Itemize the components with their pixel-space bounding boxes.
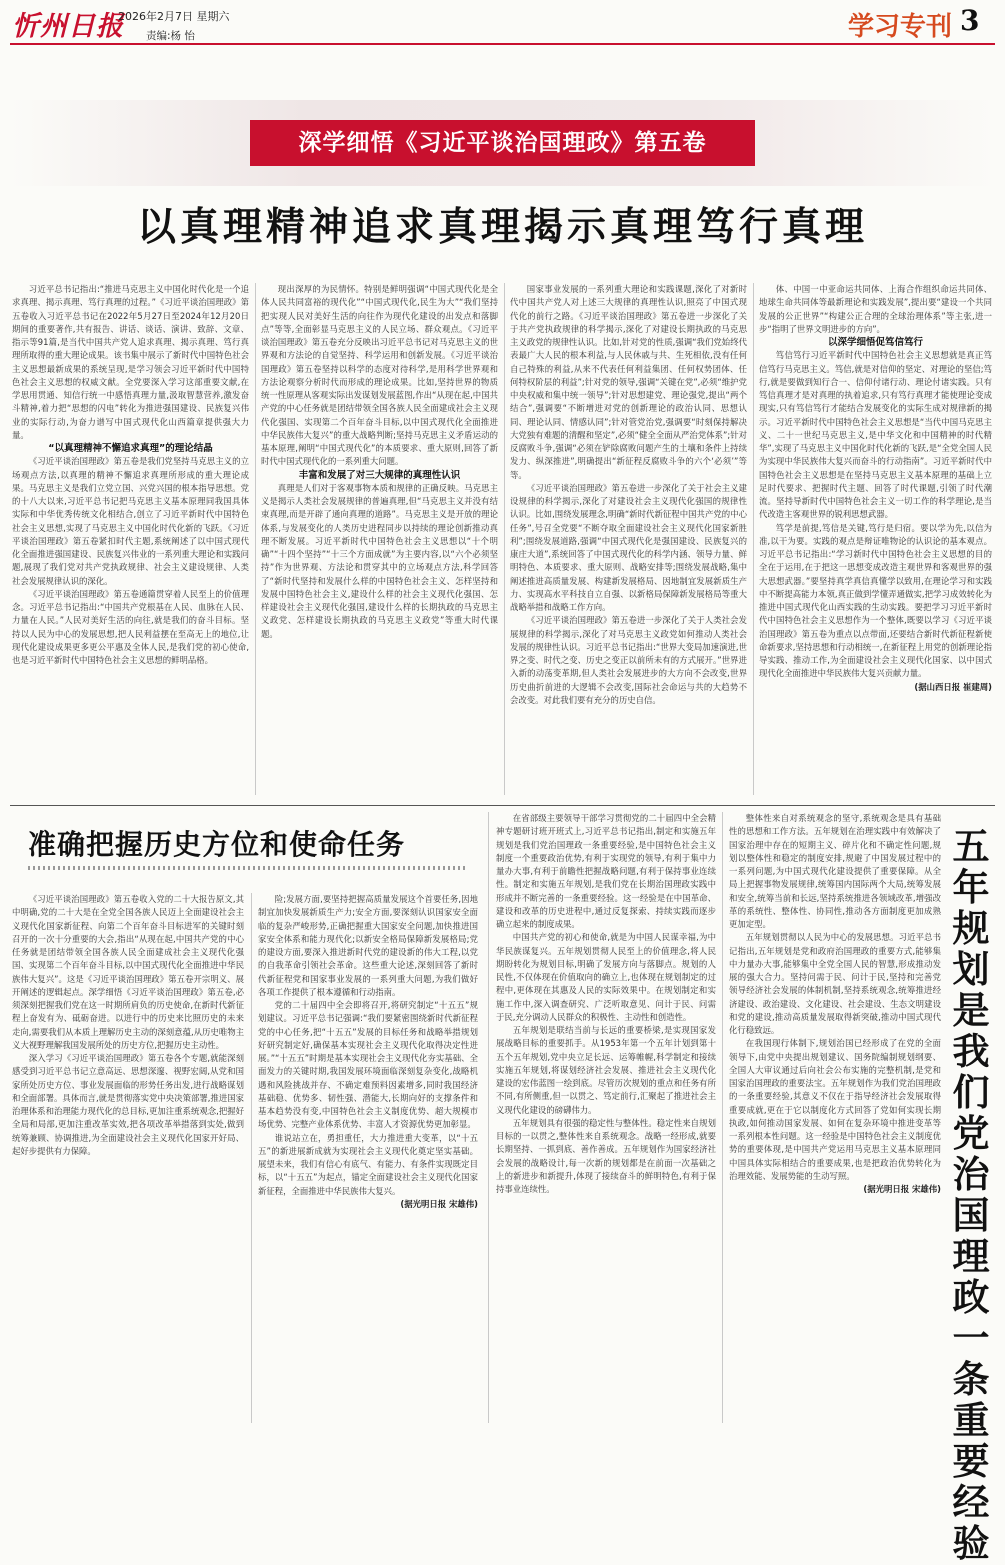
section-title: 学习专刊	[847, 12, 952, 42]
article1-headline: 以真理精神追求真理揭示真理笃行真理	[136, 204, 868, 250]
article1-paragraph: 习近平总书记指出:“推进马克思主义中国化时代化是一个追求真理、揭示真理、笃行真理的过程。”《习近平谈治国理政》第五卷收入习近平总书记在2022年5月27日至2024年12月20日期间的重要著作,共有报告、讲话、谈话、演讲、致辞、文章、指示等91篇,是当代中国共产党人追求真理、揭示真理、笃行真理所取得的重大理论成果。该书集中展示了新时代中国特色社会主义思想最新成果的系统呈现,是学习领会习近平新时代中国特色社会主义思想的权威文献。全党要深入学习这部重要文献,在学思用贯通、知信行统一中感悟真理力量,汲取智慧营养,激发奋斗精神,着力把“思想的闪电”转化为推进强国建设、民族复兴伟业的实际行动,为奋力谱写中国式现代化山西篇章提供强大力量。	[12, 284, 249, 440]
article3-paragraph: 五年规划是联结当前与长远的重要桥梁,是实现国家发展战略目标的重要抓手。从1953年第一个五年计划到第十五个五年规划,党中央立足长远、运筹帷幄,科学制定和接续实施五年规划,将谋划经济社会发展、推进社会主义现代化建设的宏伟蓝图一绘到底。尽管历次规划的重点和任务有所不同,有所侧重,但一以贯之、笃定前行,汇聚起了推进社会主义现代化建设的磅礴伟力。	[496, 1025, 716, 1115]
article3-paragraph: 整体性来自对系统观念的坚守,系统观念是具有基础性的思想和工作方法。五年规划在治理实践中有效解决了国家治理中存在的短期主义、碎片化和不确定性问题,规划以整体性和稳定的制度安排,规避了中国发展过程中的一系列问题,为中国式现代化建设提供了重要保障。从全局上把握事物发展规律,统筹国内国际两个大局,统筹发展和安全,统筹当前和长远,坚持系统推进各领域改革,增强改革的系统性、整体性、协同性,推动各方面制度更加成熟更加定型。	[729, 813, 941, 929]
article1-column-2	[261, 283, 498, 795]
article1-paragraph: 国家事业发展的一系列重大理论和实践课题,深化了对新时代中国共产党人对上述三大规律的真理性认识,照亮了中国式现代化的前行之路。《习近平谈治国理政》第五卷进一步深化了关于共产党执政规律的科学揭示,深化了对建设长期执政的马克思主义政党的规律性认识。比如,针对党的性质,强调“我们党始终代表最广大人民的根本利益,与人民休戚与共、生死相依,没有任何自己特殊的利益,从来不代表任何利益集团、任何权势团体、任何特权阶层的利益”;针对党的领导,强调“关键在党”,必须“维护党中央权威和集中统一领导”;针对思想建党、理论强党,提出“两个结合”,强调要“不断增进对党的创新理论的政治认同、思想认同、理论认同、情感认同”;针对管党治党,强调要“时刻保持解决大党独有难题的清醒和坚定”,必须“健全全面从严治党体系”;针对反腐败斗争,强调“必须在铲除腐败问题产生的土壤和条件上持续发力、纵深推进”,明确提出“新征程反腐败斗争的六个‘必须’”等等。	[510, 284, 747, 480]
article1-column-4	[759, 283, 992, 795]
article3-paragraph: 在我国现行体制下,规划治国已经形成了在党的全面领导下,由党中央提出规划建议、国务院编制规划纲要、全国人大审议通过后向社会公布实施的完整机制,是党和国家治国理政的重要法宝。五年规划作为我们党治国理政的一条重要经验,其意义不仅在于指导经济社会发展取得重要成就,更在于它以制度化方式回答了党如何实现长期执政,如何推动国家发展、如何在复杂环境中推进变革等一系列根本性问题。这一经验是中国特色社会主义制度优势的重要体现,是中国共产党运用马克思主义基本原理同中国具体实际相结合的重要成果,也是把政治优势转化为治理效能、发展势能的生动写照。	[729, 1038, 941, 1181]
section-divider	[10, 805, 995, 806]
article3-paragraph: 五年规划贯彻以人民为中心的发展思想。习近平总书记指出,五年规划是党和政府治国理政的重要方式,能够集中力量办大事,能够集中全党全国人民的智慧,形成推动发展的强大合力。坚持问需于民、问计于民,坚持和完善党领导经济社会发展的体制机制,坚持系统观念,统筹推进经济建设、政治建设、文化建设、社会建设、生态文明建设和党的建设,推动高质量发展取得新突破,推动中国式现代化行稳致远。	[729, 932, 941, 1035]
newspaper-logo: 忻州日报	[12, 11, 124, 42]
article2-paragraph: 党的二十届四中全会即将召开,将研究制定“十五五”规划建议。习近平总书记强调:“我们要紧密围绕新时代新征程党的中心任务,把“十五五”发展的目标任务和战略举措规划好研究制定好,确保基本实现社会主义现代化取得决定性进展。”“十五五”时期是基本实现社会主义现代化夯实基础、全面发力的关键时期,我国发展环境面临深刻复杂变化,战略机遇和风险挑战并存、不确定难预料因素增多,同时我国经济基础稳、优势多、韧性强、潜能大,长期向好的支撑条件和基本趋势没有变,中国特色社会主义制度优势、超大规模市场优势、完整产业体系优势、丰富人才资源优势更加彰显。	[258, 1000, 478, 1130]
issue-date: 2026年2月7日 星期六	[118, 10, 230, 23]
article1-paragraph: 《习近平谈治国理政》第五卷通篇贯穿着人民至上的价值理念。习近平总书记指出:“中国共产党根基在人民、血脉在人民、力量在人民。”人民对美好生活的向往,就是我们的奋斗目标。坚持以人民为中心的发展思想,把人民利益摆在至高无上的地位,让现代化建设成果更多更公平惠及全体人民,是我们党的初心使命,也是习近平新时代中国特色社会主义思想的鲜明品格。	[12, 588, 249, 665]
article1-signature: (据山西日报 崔建周)	[914, 681, 992, 692]
column-divider	[722, 812, 723, 1423]
column-divider	[251, 893, 252, 1423]
article1-paragraph: 笃学是前提,笃信是关键,笃行是归宿。要以学为先,以信为准,以干为要。实践的观点是辩证唯物论的认识论的基本观点。习近平总书记指出:“学习新时代中国特色社会主义思想的目的全在于运用,在于把这一思想变成改造主观世界和客观世界的强大思想武器。”要坚持真学真信真懂学以致用,在理论学习和实践中不断提高能力本领,真正做到学懂弄通做实,把学习成效转化为推进中国式现代化山西实践的生动实践。要把学习习近平新时代中国特色社会主义思想作为一个整体,既要以学习《习近平谈治国理政》第五卷为重点以点带面,还要结合新时代新征程新使命新要求,坚持思想和行动相统一,在新征程上用党的创新理论指导实践、推动工作,为全面建设社会主义现代化国家、以中国式现代化全面推进中华民族伟大复兴贡献力量。	[759, 522, 992, 679]
article3-vertical-headline: 五年规划是我们党治国理政一条重要经验	[952, 824, 990, 1565]
article1-paragraph: 《习近平谈治国理政》第五卷是我们党坚持马克思主义的立场观点方法,以真理的精神不懈追求真理所形成的重大理论成果。马克思主义是我们立党立国、兴党兴国的根本指导思想。党的十八大以来,习近平总书记把马克思主义基本原理同我国具体实际和中华优秀传统文化相结合,创立了习近平新时代中国特色社会主义思想,实现了马克思主义中国化时代化新的飞跃。《习近平谈治国理政》第五卷紧扣时代主题,系统阐述了以中国式现代化全面推进强国建设、民族复兴伟业的一系列重大理论和实践问题,展现了我们党对共产党执政规律、社会主义建设规律、人类社会发展规律认识的深化。	[12, 456, 249, 586]
article1-subheading-1: “以真理精神不懈追求真理”的理论结晶	[48, 443, 213, 454]
page-number: 3	[960, 4, 980, 37]
article1-column-3	[510, 283, 747, 795]
article1-paragraph: 笃信笃行习近平新时代中国特色社会主义思想就是真正笃信笃行马克思主义。笃信,就是对信仰的坚定、对理论的坚信;笃行,就是要做到知行合一、信仰付诸行动、理论付诸实践。只有笃信真理才是对真理的执着追求,只有笃行真理才能使理论变成现实,只有笃信笃行才能结合发展变化的实际生成对规律新的揭示。习近平新时代中国特色社会主义思想是“当代中国马克思主义、二十一世纪马克思主义,是中华文化和中国精神的时代精华”,实现了马克思主义中国化时代化新的飞跃,是“全党全国人民为实现中华民族伟大复兴而奋斗的行动指南”。习近平新时代中国特色社会主义思想是在坚持马克思主义基本原理的基础上立足时代要求、把握时代主题、回答了时代课题,引领了时代潮流。坚持导新时代中国特色社会主义一切工作的科学理论,是当代改造主客观世界的锐利思想武器。	[759, 350, 992, 520]
article2-column-1	[12, 893, 244, 1423]
article1-subheading-2: 丰富和发展了对三大规律的真理性认识	[298, 469, 461, 481]
article3-signature: (据光明日报 宋雄伟)	[863, 1184, 941, 1194]
article1-column-1	[12, 283, 249, 795]
column-divider	[488, 812, 489, 1423]
headline-decoration	[28, 866, 468, 870]
article2-paragraph: 《习近平谈治国理政》第五卷收入党的二十大报告原文,其中明确,党的二十大是在全党全国各族人民迈上全面建设社会主义现代化国家新征程、向第二个百年奋斗目标进军的关键时刻召开的一次十分重要的大会,指出“从现在起,中国共产党的中心任务就是团结带领全国各族人民全面建成社会主义现代化强国、实现第二个百年奋斗目标,以中国式现代化全面推进中华民族伟大复兴”。这是《习近平谈治国理政》第五卷开宗明义、展开阐述的逻辑起点。深学细悟《习近平谈治国理政》第五卷,必须深刻把握我们党在这一时期所肩负的历史使命,在新时代新征程上奋发有为、砥砺奋进。以进行中的历史来比照历史的未来走向,需要我们从本质上理解历史主动的深刻意蕴,从历史唯物主义大视野理解我国发展所处的历史方位,把握历史主动性。	[12, 894, 244, 1050]
article2-column-2	[258, 893, 478, 1423]
article2-paragraph: 险;发展方面,要坚持把握高质量发展这个首要任务,因地制宜加快发展新质生产力;安全方面,要深刻认识国家安全面临的复杂严峻形势,正确把握重大国家安全问题,加快推进国家安全体系和能力现代化;以新安全格局保障新发展格局;党的建设方面,要深入推进新时代党的建设新的伟大工程,以党的自我革命引领社会革命。这些重大论述,深刻回答了新时代新征程党和国家事业发展的一系列重大问题,为我们做好各项工作提供了根本遵循和行动指南。	[258, 894, 478, 997]
article1-paragraph: 《习近平谈治国理政》第五卷进一步深化了关于社会主义建设规律的科学揭示,深化了对建设社会主义现代化强国的规律性认识。比如,围绕发展理念,明确“新时代新征程中国共产党的中心任务”,号召全党要“不断夺取全面建设社会主义现代化国家新胜利”;围绕发展道路,强调“中国式现代化是强国建设、民族复兴的康庄大道”,系统回答了中国式现代化的科学内涵、领导力量、鲜明特色、本质要求、重大原则、战略安排等;围绕发展战略,集中阐述推进高质量发展、构建新发展格局、因地制宜发展新质生产力、实现高水平科技自立自强、以新格局保障新发展格局等重大战略举措和战略工作方向。	[510, 482, 747, 612]
article3-paragraph: 五年规划具有很强的稳定性与整体性。稳定性来自规划目标的一以贯之,整体性来自系统观念。战略一经形成,就要长期坚持、一抓到底、善作善成。五年规划作为国家经济社会发展的战略设计,每一次新的规划都是在前面一次基础之上的新进步和新提升,体现了接续奋斗的鲜明特色,有利于保持事业连续性。	[496, 1117, 716, 1194]
article3-column-2	[729, 812, 941, 1423]
column-divider	[504, 283, 505, 795]
article2-paragraph: 谁说站立在，勇担重任，大力推进重大变革，以“十五五”的新进展新成就为实现社会主义现代化奠定坚实基础。展望未来，我们有信心有底气、有能力、有条件实现既定目标，以“十五五”为起点，锚定全面建设社会主义现代化国家新征程，全面推进中华民族伟大复兴。	[258, 1132, 478, 1196]
article3-paragraph: 中国共产党的初心和使命,就是为中国人民谋幸福,为中华民族谋复兴。五年规划贯彻人民至上的价值理念,将人民期盼转化为规划目标,明确了发展方向与落脚点。规划的人民性,不仅体现在价值取向的确立上,也体现在规划制定的过程中,更体现在其惠及人民的实际效果中。在规划制定和实施工作中,深入调查研究、广泛听取意见、问计于民、问需于民,充分调动人民群众的积极性、主动性和创造性。	[496, 932, 716, 1022]
editor-credit: 责编:杨 怡	[146, 30, 195, 42]
article1-paragraph: 现出深厚的为民情怀。特别是鲜明强调“中国式现代化是全体人民共同富裕的现代化”“中国式现代化,民生为大”“我们坚持把实现人民对美好生活的向往作为现代化建设的出发点和落脚点”等等,全面彰显马克思主义的人民立场、群众观点。《习近平谈治国理政》第五卷充分反映出习近平总书记对马克思主义的世界观和方法论的自觉坚持、科学运用和创新发展。《习近平谈治国理政》第五卷坚持以科学的态度对待科学,是用科学世界观和方法论观察分析时代而形成的理论成果。比如,坚持世界的物质统一性原理从客观实际出发谋划发展蓝图,作出“从现在起,中国共产党的中心任务就是团结带领全国各族人民全面建成社会主义现代化强国、实现第二个百年奋斗目标,以中国式现代化全面推进中华民族伟大复兴”的重大战略判断;坚持马克思主义矛盾运动的基本原理,阐明“中国式现代化”的本质要求、重大原则,回答了新时代中国式现代化的一系列重大问题。	[261, 284, 498, 467]
article1-paragraph: 体、中国一中亚命运共同体、上海合作组织命运共同体、地球生命共同体等最新理论和实践发展”,提出要“建设一个共同发展的公正世界”“构建公正合理的全球治理体系”等主张,进一步“指明了世界文明进步的方向”。	[759, 284, 992, 334]
article3-column-1	[496, 812, 716, 1423]
topic-banner: 深学细悟《习近平谈治国理政》第五卷	[250, 120, 755, 166]
masthead-rule	[10, 43, 995, 45]
article1-subheading-3: 以深学细悟促笃信笃行	[827, 337, 923, 348]
article2-paragraph: 深入学习《习近平谈治国理政》第五卷各个专题,就能深刻感受到习近平总书记立意高远、思想深邃、视野宏阔,从党和国家所处历史方位、事业发展面临的形势任务出发,进行战略谋划和全面部署。具体而言,就是贯彻落实党中央决策部署,推进国家治理体系和治理能力现代化的总目标,更加注重系统观念,把握好全局和局部,更加注重改革实效,把各项改革举措落到实处,做到统筹兼顾、协调推进,为全面建设社会主义现代化国家开好局、起好步提供有力保障。	[12, 1053, 244, 1156]
article3-paragraph: 在省部级主要领导干部学习贯彻党的二十届四中全会精神专题研讨班开班式上,习近平总书记指出,制定和实施五年规划是我们党治国理政一条重要经验,是中国特色社会主义制度一个重要政治优势,有利于实现党的领导,有利于集中力量办大事,有利于前瞻性把握战略问题,有利于保持事业连续性。制定和实施五年规划,是我们党在长期治国理政实践中形成并不断完善的一条重要经验。这一经验是在中国革命、建设和改革的历史进程中,通过反复探索、持续实践而逐步确立起来的制度成果。	[496, 813, 716, 929]
column-divider	[255, 283, 256, 795]
column-divider	[753, 283, 754, 795]
article1-paragraph: 真理是人们对于客观事物本质和规律的正确反映。马克思主义是揭示人类社会发展规律的普遍真理,但“马克思主义并没有结束真理,而是开辟了通向真理的道路”。马克思主义是开放的理论体系,与发展变化的人类历史进程同步以持续的理论创新推动真理不断发展。习近平新时代中国特色社会主义思想以“十个明确”“十四个坚持”“十三个方面成就”为主要内容,以“六个必须坚持”作为世界观、方法论和贯穿其中的立场观点方法,科学回答了“新时代坚持和发展什么样的中国特色社会主义、怎样坚持和发展中国特色社会主义,建设什么样的社会主义现代化强国、怎样建设社会主义现代化强国,建设什么样的长期执政的马克思主义政党、怎样建设长期执政的马克思主义政党”等重大时代课题。	[261, 482, 498, 639]
article2-signature: (据光明日报 宋雄伟)	[400, 1198, 478, 1209]
article2-headline: 准确把握历史方位和使命任务	[28, 828, 406, 861]
article1-paragraph: 《习近平谈治国理政》第五卷进一步深化了关于人类社会发展规律的科学揭示,深化了对马克思主义政党如何推动人类社会发展的规律性认识。习近平总书记指出:“世界大变局加速演进,世界之变、时代之变、历史之变正以前所未有的方式展开。”世界进入新的动荡变革期,但人类社会发展进步的大方向不会改变,世界历史曲折前进的大逻辑不会改变,国际社会命运与共的大趋势不会改变。对此我们要有充分的历史自信。	[510, 615, 747, 705]
